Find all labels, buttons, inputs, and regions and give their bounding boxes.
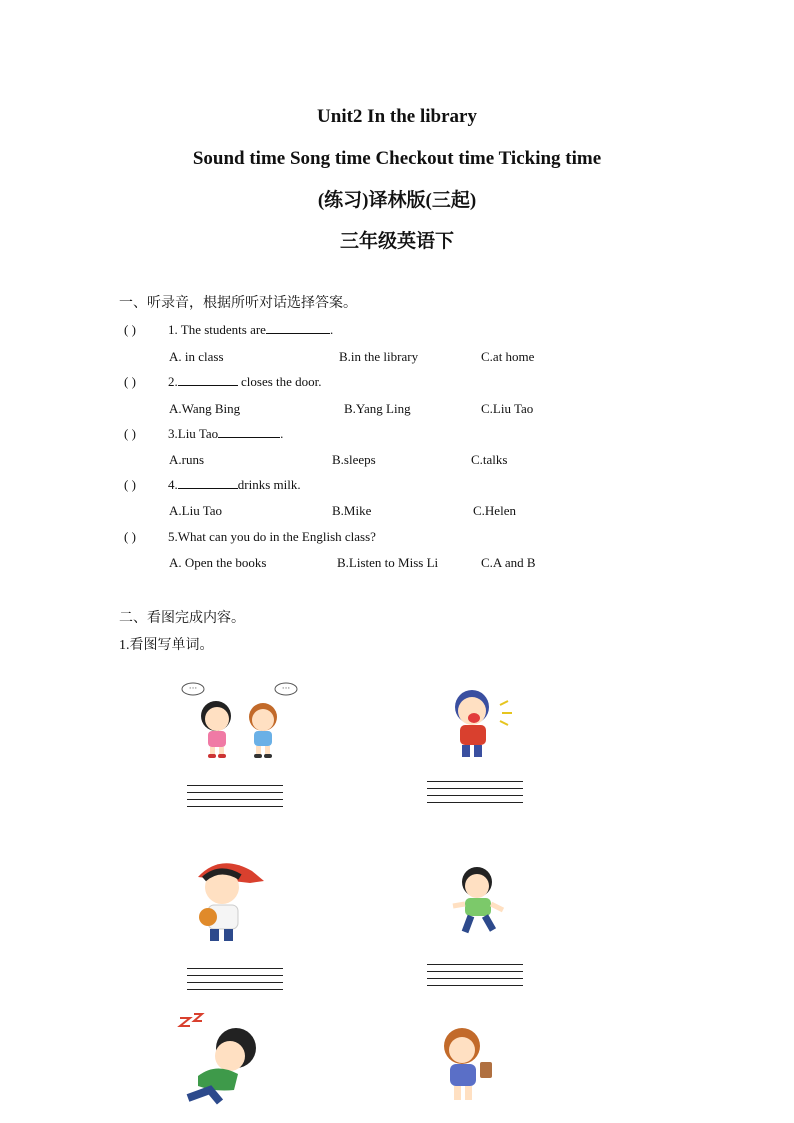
writing-lines[interactable] [187,968,283,996]
girl-drinking-illustration [432,1022,504,1106]
page-subtitle: Sound time Song time Checkout time Ticking time [192,148,602,169]
writing-lines[interactable] [427,781,523,809]
writing-lines[interactable] [427,964,523,992]
option-c: C.A and B [481,555,536,570]
girls-talking-illustration [178,680,302,760]
speech-bubble-text: ··· [281,684,291,694]
grade-label: 三年级英语下 [339,231,454,252]
question-text-end: closes the door. [237,374,322,389]
option-a: A. Open the books [169,555,267,570]
question-4 [124,476,301,494]
option-a: A.Liu Tao [169,503,223,518]
option-c: C.talks [471,452,508,467]
answer-paren[interactable]: ( ) [124,322,136,337]
question-5 [124,528,376,546]
question-text: 5.What can you do in the English class? [168,529,376,544]
section1-heading: 一、听录音，根据所听对话选择答案。 [119,296,357,311]
question-text: 2. [168,374,178,389]
option-a: A.Wang Bing [169,401,241,416]
answer-blank[interactable] [178,373,238,386]
answer-blank[interactable] [178,476,238,489]
question-text: 1. The students are [168,322,266,337]
section2-heading: 二、看图完成内容。 [119,611,245,626]
option-a: A. in class [169,349,224,364]
question-text-end: drinks milk. [237,477,301,492]
boy-sleeping-illustration [176,1012,268,1112]
question-text: 3.Liu Tao [168,426,219,441]
question-text: 4. [168,477,178,492]
option-a: A.runs [169,452,205,467]
section2-subheading: 1.看图写单词。 [119,638,214,653]
question-text-end: . [280,426,284,441]
option-b: B.Yang Ling [344,401,411,416]
option-c: C.Helen [473,503,516,518]
question-3 [124,425,283,443]
option-b: B.Mike [332,503,372,518]
answer-blank[interactable] [266,321,330,334]
question-2 [124,373,322,391]
answer-paren[interactable]: ( ) [124,426,136,441]
boy-with-cap-illustration [190,855,270,947]
option-b: B.in the library [339,349,419,364]
boy-running-illustration [445,862,515,942]
answer-paren[interactable]: ( ) [124,374,136,389]
question-1 [124,321,333,339]
speech-bubble-text: ··· [188,684,198,694]
boy-shouting-illustration [440,685,520,761]
question-text-end: . [329,322,334,337]
page-title: Unit2 In the library [317,106,477,127]
option-c: C.Liu Tao [481,401,534,416]
answer-paren[interactable]: ( ) [124,529,136,544]
option-b: B.sleeps [332,452,376,467]
writing-lines[interactable] [187,785,283,813]
option-c: C.at home [481,349,535,364]
edition-label: (练习)译林版(三起) [317,190,477,211]
option-b: B.Listen to Miss Li [337,555,439,570]
answer-blank[interactable] [218,425,280,438]
answer-paren[interactable]: ( ) [124,477,136,492]
